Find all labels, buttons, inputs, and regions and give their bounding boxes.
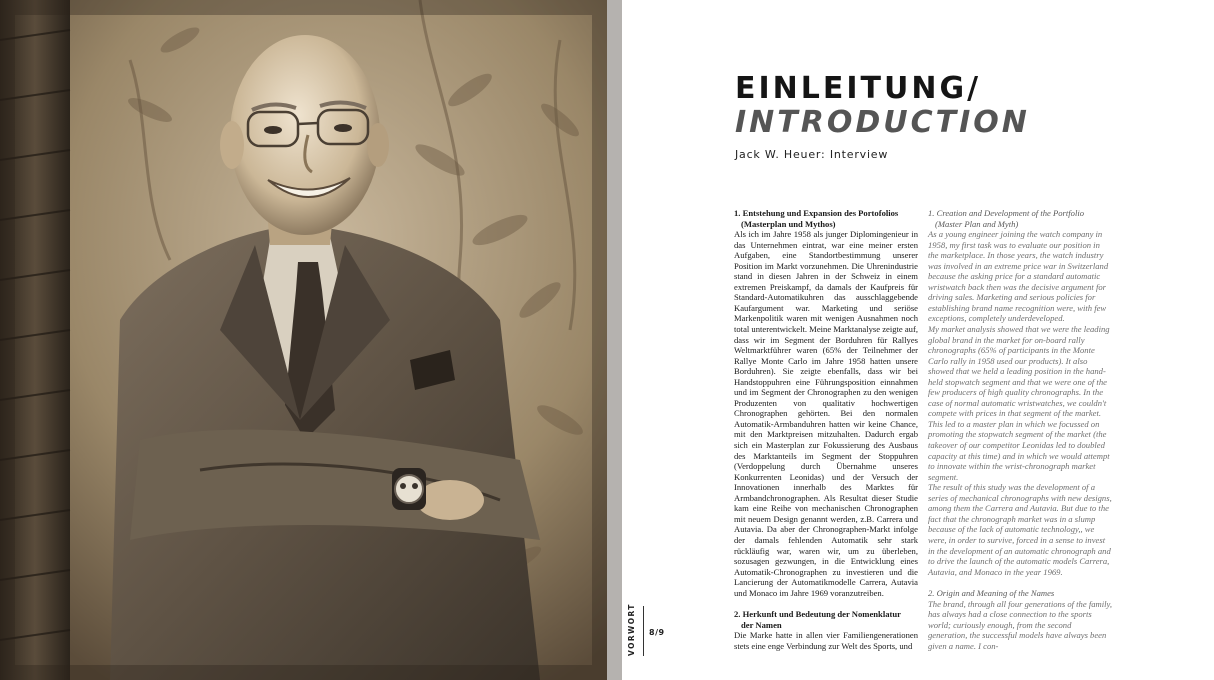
page-title-german: EINLEITUNG/ xyxy=(735,71,982,106)
page-subtitle: Jack W. Heuer: Interview xyxy=(735,148,889,161)
section-2-subheading-de: der Namen xyxy=(741,619,782,630)
section-1-subheading-en: (Master Plan and Myth) xyxy=(935,218,1019,229)
title-block xyxy=(735,72,1030,161)
english-text-column xyxy=(928,208,1112,651)
section-2-heading-en: 2. Origin and Meaning of the Names xyxy=(928,588,1055,599)
section-1-heading-en: 1. Creation and Development of the Portfolio xyxy=(928,208,1085,218)
section-1-paragraph-1-en: As a young engineer joining the watch company in 1958, my first task was to evaluate our position in the marketplace. In those years, the watch industry was involved in an extreme price war in Switzerland because the asking price for a standard automatic wristwatch back then was the decisive argument for driving sales. Marketing and serious policies for establishing brand name recognition were, with few exceptions, completely underdeveloped. xyxy=(928,229,1109,324)
section-1-heading-de: 1. Entstehung und Expansion des Portofolios xyxy=(734,208,899,218)
page-title-english: INTRODUCTION xyxy=(735,105,1030,140)
section-2-text-de: Die Marke hatte in allen vier Familiengenerationen stets eine enge Verbindung zur Welt des Sports, und xyxy=(734,630,918,651)
section-1-paragraph-3-en: The result of this study was the development of a series of mechanical chronographs with new designs, among them the Carrera and Autavia. But due to the fact that the chronograph market was in a slump because of the lack of automatic technology,, we were, in order to survive, forced in a sense to invest in the development of an automatic chronograph and to drive the launch of the automatic models Carrera, Autavia, and Monaco in the year 1969. xyxy=(928,482,1112,577)
section-2-heading-de: 2. Herkunft und Bedeutung der Nomenklatur xyxy=(734,609,901,620)
page-number: 8/9 xyxy=(649,628,665,637)
section-label: VORWORT xyxy=(627,603,636,656)
section-1-paragraph-2-en: My market analysis showed that we were the leading global brand in the market for on-board rally chronographs (65% of participants in the Monte Carlo rally in 1958 used our products). It also showed that we held a leading position in the hand-held stopwatch segment and that we were one of the few producers of high quality chronographs. In the case of normal automatic wristwatches, we couldn't compete with prices in that segment of the market. This led to a master plan in which we focussed on promoting the stopwatch segment of the market (the takeover of our competitor Leonidas led to doubled capacity at this time) and in which we would attempt to innovate within the wrist-chronograph market segment. xyxy=(928,324,1110,482)
german-text-column xyxy=(734,208,918,651)
section-1-text-de: Als ich im Jahre 1958 als junger Diplomingenieur in das Unternehmen eintrat, war eine meiner ersten Aufgaben, eine Standortbestimmung unserer Position im Markt vorzunehmen. Die Uhrenindustrie stand in diesen Jahren in der Schweiz in einem extremen Preiskampf, da damals der Kaufpreis für Standard-Automatikuhren das ausschlaggebende Kaufargument war. Marketing und seriöse Markenpolitik waren mit wenigen Ausnahmen noch total unterentwickelt. Meine Marktanalyse zeigte auf, dass wir im Segment der Borduhren für Rallyes Weltmarktführer waren (65% der Teilnehmer der Rallye Monte Carlo im Jahre 1958 hatten unsere Borduhren). Sie zeigte ebenfalls, dass wir bei Handstoppuhren eine Führungsposition einnahmen und im Segment der Chronographen zu den wenigen Produzenten von qualitativ hochwertigen Chronographen gehörten. Bei den normalen Automatik-Armbanduhren hatten wir keine Chance, mit den Marktpreisen mitzuhalten. Dadurch ergab sich ein Masterplan zur Fokussierung des Ausbaus des Marktanteils im Segment der Stoppuhren (Verdoppelung durch Übernahme unseres Konkurrenten Leonidas) und der Versuch der Innovationen innerhalb des Marktes für Armbandchronographen. Als Resultat dieser Studie kam eine Reihe von mechanischen Chronographen mit neuem Design genannt werden, z.B. Carrera und Autavia. Da aber der Chronographen-Markt infolge der damals fehlenden Automatik sehr stark rückläufig war, waren wir, um zu überleben, sozusagen gezwungen, in die Entwicklung eines Automatik-Chronographen zu investieren und die Lancierung der Automatikmodelle Carrera, Autavia und Monaco im Jahre 1969 voranzutreiben. xyxy=(734,229,918,598)
folio-divider xyxy=(643,606,644,656)
section-1-subheading-de: (Masterplan und Mythos) xyxy=(741,218,836,229)
section-2-text-en: The brand, through all four generations of the family, has always had a close connection to the sports world; curiously enough, from the second generation, the successful models have always been given a name. I con- xyxy=(928,598,1112,651)
